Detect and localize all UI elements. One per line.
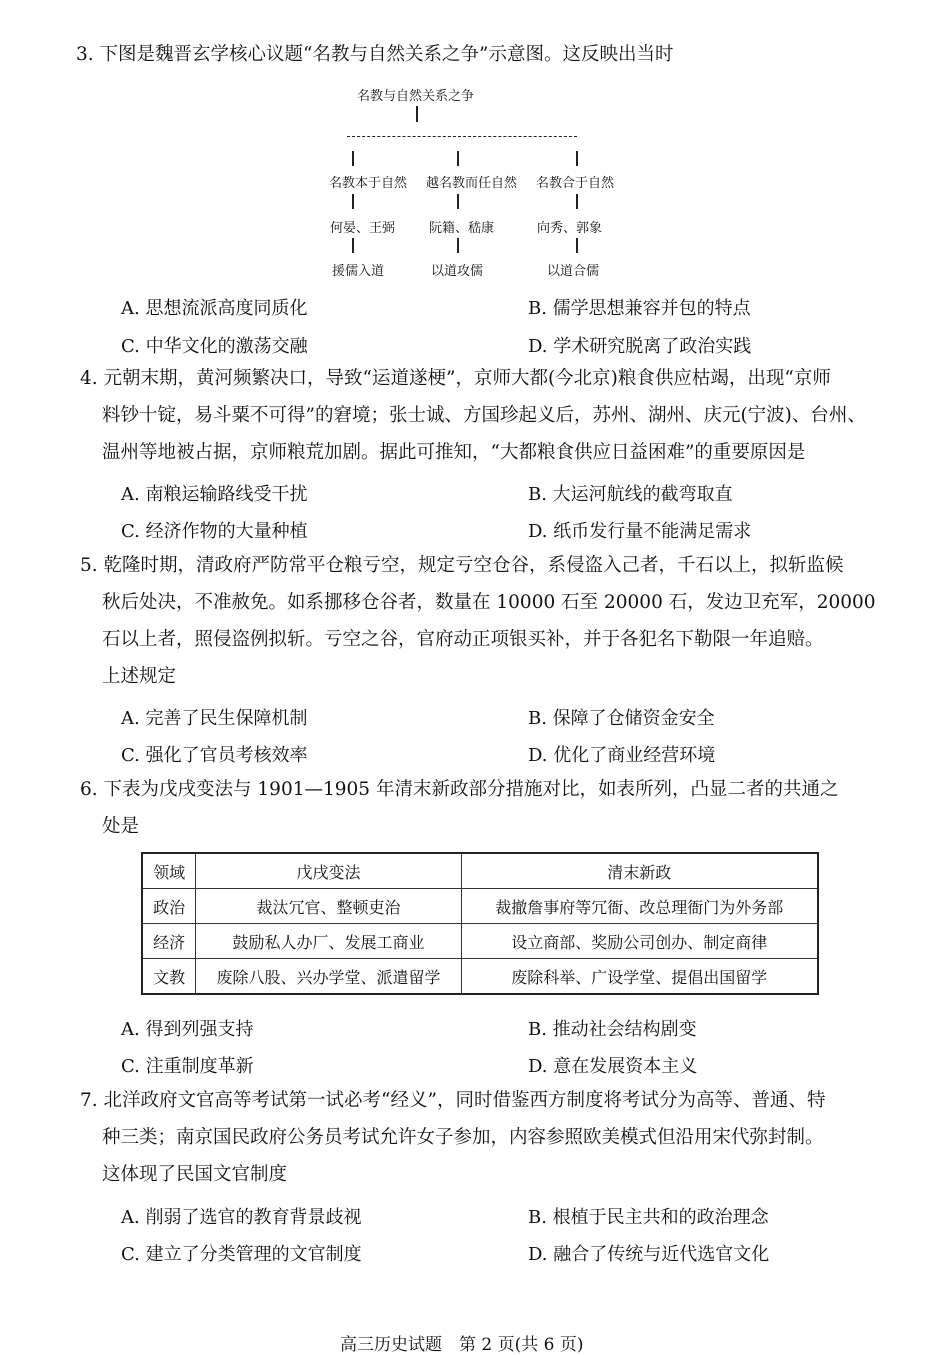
q5-option-d[interactable]: D. 优化了商业经营环境 [528,745,716,766]
diagram-people: 何晏、王弼 [330,221,396,236]
q5-line-1: 5. 乾隆时期，清政府严防常平仓粮亏空，规定亏空仓谷，系侵盗入己者，千石以上，拟斩监候 [80,555,844,576]
q6-line-2: 处是 [102,816,140,837]
table-cell: 废除科举、广设学堂、提倡出国留学 [461,959,818,995]
table-row [142,924,818,959]
diagram-root-connector [416,106,418,122]
q6-option-c[interactable]: C. 注重制度革新 [121,1056,254,1077]
table-row [142,889,818,924]
q6-option-a[interactable]: A. 得到列强支持 [121,1019,254,1040]
table-cell: 经济 [142,924,196,959]
q5-line-4: 上述规定 [102,666,177,687]
diagram-people: 阮籍、嵇康 [429,221,495,236]
diagram-view: 名教本于自然 [329,176,408,191]
diagram-root: 名教与自然关系之争 [357,89,475,104]
q7-option-a[interactable]: A. 削弱了选官的教育背景歧视 [121,1207,362,1228]
q7-line-2: 种三类；南京国民政府公务员考试允许女子参加，内容参照欧美模式但沿用宋代弥封制。 [102,1127,824,1148]
q6-option-d[interactable]: D. 意在发展资本主义 [528,1056,698,1077]
q7-option-b[interactable]: B. 根植于民主共和的政治理念 [528,1207,769,1228]
q6-line-1: 6. 下表为戊戌变法与 1901—1905 年清末新政部分措施对比，如表所列，凸显二者的共通之 [80,779,839,800]
q3-option-c[interactable]: C. 中华文化的激荡交融 [121,336,308,357]
table-cell: 废除八股、兴办学堂、派遣留学 [196,959,461,995]
q7-line-3: 这体现了民国文官制度 [102,1164,288,1185]
table-cell: 设立商部、奖励公司创办、制定商律 [461,924,818,959]
table-cell: 裁汰冗官、整顿吏治 [196,889,461,924]
diagram-people: 向秀、郭象 [537,221,603,236]
q3-stem: 3. 下图是魏晋玄学核心议题“名教与自然关系之争”示意图。这反映出当时 [76,44,674,65]
q5-option-b[interactable]: B. 保障了仓储资金安全 [528,708,715,729]
q5-option-a[interactable]: A. 完善了民生保障机制 [121,708,308,729]
diagram-connector [576,151,578,166]
q3-option-a[interactable]: A. 思想流派高度同质化 [121,298,308,319]
q4-option-c[interactable]: C. 经济作物的大量种植 [121,521,308,542]
diagram-connector [352,151,354,166]
diagram-connector [576,238,578,253]
table-header-row [142,853,818,889]
table-row [142,959,818,995]
table-cell: 政治 [142,889,196,924]
q4-option-b[interactable]: B. 大运河航线的截弯取直 [528,484,733,505]
diagram-approach: 以道攻儒 [431,264,484,279]
q5-line-2: 秋后处决，不准赦免。如系挪移仓谷者，数量在 10000 石至 20000 石，发边卫充军，20000 [102,592,876,613]
table-cell: 鼓励私人办厂、发展工商业 [196,924,461,959]
diagram-connector [457,238,459,253]
q4-line-3: 温州等地被占据，京师粮荒加剧。据此可推知，“大都粮食供应日益困难”的重要原因是 [102,442,806,463]
diagram-connector [352,194,354,209]
diagram-view: 越名教而任自然 [426,176,518,191]
diagram-dashed-bar [347,136,577,137]
q7-line-1: 7. 北洋政府文官高等考试第一试必考“经义”，同时借鉴西方制度将考试分为高等、普通、特 [80,1090,826,1111]
q7-option-d[interactable]: D. 融合了传统与近代选官文化 [528,1244,770,1265]
q3-option-b[interactable]: B. 儒学思想兼容并包的特点 [528,298,751,319]
diagram-connector [457,151,459,166]
table-header-cell: 戊戌变法 [196,853,461,889]
diagram-connector [576,194,578,209]
q3-option-d[interactable]: D. 学术研究脱离了政治实践 [528,336,752,357]
q4-option-d[interactable]: D. 纸币发行量不能满足需求 [528,521,752,542]
q5-option-c[interactable]: C. 强化了官员考核效率 [121,745,308,766]
diagram-approach: 援儒入道 [332,264,385,279]
table-header-cell: 清末新政 [461,853,818,889]
table-cell: 裁撤詹事府等冗衙、改总理衙门为外务部 [461,889,818,924]
comparison-table [141,852,819,995]
q4-option-a[interactable]: A. 南粮运输路线受干扰 [121,484,308,505]
q7-option-c[interactable]: C. 建立了分类管理的文官制度 [121,1244,362,1265]
table-cell: 文教 [142,959,196,995]
page-footer: 高三历史试题 第 2 页(共 6 页) [340,1335,584,1355]
q4-line-1: 4. 元朝末期，黄河频繁决口，导致“运道遂梗”，京师大都(今北京)粮食供应枯竭，出现“京师 [80,368,831,389]
q4-line-2: 料钞十锭，易斗粟不可得”的窘境；张士诚、方国珍起义后，苏州、湖州、庆元(宁波)、台州、 [102,405,866,426]
diagram-view: 名教合于自然 [536,176,615,191]
diagram-approach: 以道合儒 [547,264,600,279]
diagram-connector [457,194,459,209]
q5-line-3: 石以上者，照侵盗例拟斩。亏空之谷，官府动正项银买补，并于各犯名下勒限一年追赔。 [102,629,824,650]
diagram-connector [352,238,354,253]
table-header-cell: 领域 [142,853,196,889]
q6-option-b[interactable]: B. 推动社会结构剧变 [528,1019,697,1040]
